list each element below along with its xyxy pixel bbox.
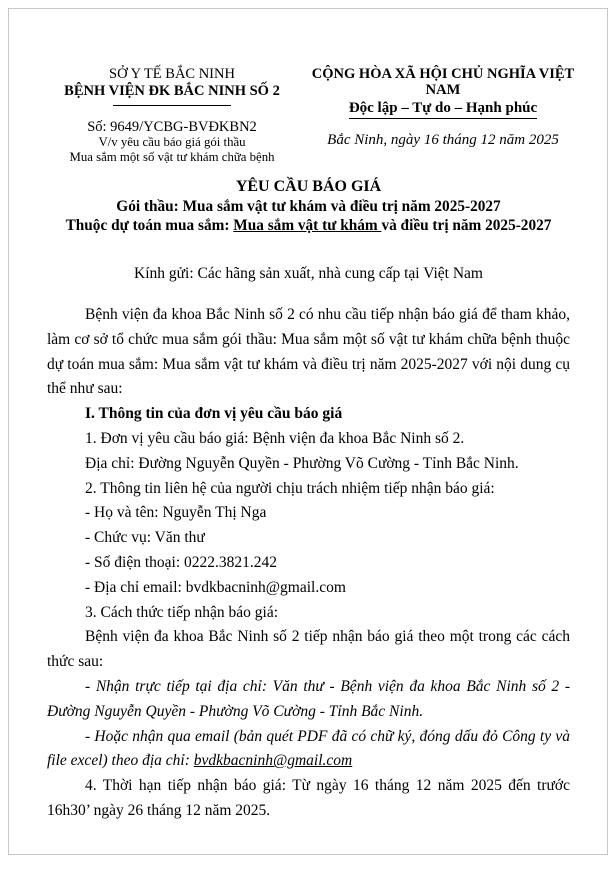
paragraph-12 — [47, 675, 570, 725]
paragraph-text: - Số điện thoại: 0222.3821.242 — [85, 553, 278, 571]
paragraph-8 — [47, 551, 570, 576]
budget-title-suffix: và điều trị năm 2025-2027 — [381, 217, 552, 234]
paragraph-text: - Chức vụ: Văn thư — [85, 529, 205, 547]
document-title: YÊU CẦU BÁO GIÁ — [235, 178, 382, 195]
parent-agency-name: SỞ Y TẾ BẮC NINH — [109, 66, 235, 82]
salutation-line: Kính gửi: Các hãng sản xuất, nhà cung cấp tại Việt Nam — [134, 265, 483, 282]
document-subject-line-1: V/v yêu cầu báo giá gói thầu — [98, 135, 246, 149]
national-motto: Độc lập – Tự do – Hạnh phúc — [349, 100, 537, 119]
paragraph-11 — [47, 625, 570, 675]
document-body — [47, 303, 570, 824]
budget-title-line — [47, 216, 570, 235]
paragraph-text: - Hoặc nhận qua email (bản quét PDF đã có chữ ký, đóng dấu đỏ Công ty và file excel) theo địa chỉ: — [47, 727, 570, 770]
paragraph-text: 4. Thời hạn tiếp nhận báo giá: Từ ngày 16 tháng 12 năm 2025 đến trước 16h30’ ngày 26 tháng 12 năm 2025. — [47, 777, 570, 819]
package-title-line: Gói thầu: Mua sắm vật tư khám và điều trị năm 2025-2027 — [116, 198, 501, 215]
paragraph-text: Bệnh viện đa khoa Bắc Ninh số 2 tiếp nhận báo giá theo một trong các cách thức sau: — [47, 628, 570, 671]
agency-name: BỆNH VIỆN ĐK BẮC NINH SỐ 2 — [64, 83, 280, 99]
paragraph-text: - Họ và tên: Nguyễn Thị Nga — [85, 504, 267, 522]
budget-title-prefix: Thuộc dự toán mua sắm: — [65, 217, 234, 234]
paragraph-text: 2. Thông tin liên hệ của người chịu trách nhiệm tiếp nhận báo giá: — [85, 479, 495, 497]
paragraph-text: - Địa chỉ email: bvdkbacninh@gmail.com — [85, 578, 346, 596]
document-header — [47, 66, 575, 164]
paragraph-2 — [47, 402, 570, 427]
paragraph-text: 1. Đơn vị yêu cầu báo giá: Bệnh viện đa khoa Bắc Ninh số 2. — [85, 429, 465, 447]
paragraph-text: Địa chỉ: Đường Nguyễn Quyền - Phường Võ Cường - Tỉnh Bắc Ninh. — [85, 454, 519, 472]
paragraph-text: 3. Cách thức tiếp nhận báo giá: — [85, 603, 279, 621]
email-text: bvdkbacninh@gmail.com — [193, 752, 353, 770]
paragraph-13 — [47, 725, 570, 775]
national-title: CỘNG HÒA XÃ HỘI CHỦ NGHĨA VIỆT NAM — [311, 66, 575, 98]
national-motto-block — [297, 66, 589, 149]
paragraph-text: Bệnh viện đa khoa Bắc Ninh số 2 có nhu cầu tiếp nhận báo giá để tham khảo, làm cơ sở tổ chức mua sắm gói thầu: Mua sắm một số vật tư khám chữa bệnh thuộc dự toán mua sắm: Mua sắm vật tư khám và điều trị năm 2025-2027 với nội dung cụ thể như sau: — [47, 306, 570, 398]
issuing-agency-block — [47, 66, 297, 164]
document-page — [8, 8, 608, 855]
document-subject-line-2: Mua sắm một số vật tư khám chữa bệnh — [69, 149, 275, 164]
document-title-block — [47, 177, 570, 235]
paragraph-6 — [47, 501, 570, 526]
paragraph-3 — [47, 427, 570, 452]
agency-underline-rule — [113, 105, 231, 106]
paragraph-5 — [47, 477, 570, 502]
paragraph-1 — [47, 303, 570, 402]
paragraph-7 — [47, 526, 570, 551]
budget-title-underlined: Mua sắm vật tư khám — [233, 217, 382, 234]
paragraph-9 — [47, 576, 570, 601]
document-number: Số: 9649/YCBG-BVĐKBN2 — [87, 119, 257, 135]
paragraph-10 — [47, 601, 570, 626]
paragraph-text: I. Thông tin của đơn vị yêu cầu báo giá — [85, 405, 343, 423]
paragraph-text: - Nhận trực tiếp tại địa chỉ: Văn thư - Bệnh viện đa khoa Bắc Ninh số 2 - Đường Nguyễn Quyền - Phường Võ Cường - Tỉnh Bắc Ninh. — [47, 677, 570, 720]
paragraph-4 — [47, 452, 570, 477]
place-date-line: Bắc Ninh, ngày 16 tháng 12 năm 2025 — [327, 132, 559, 148]
paragraph-14 — [47, 774, 570, 824]
